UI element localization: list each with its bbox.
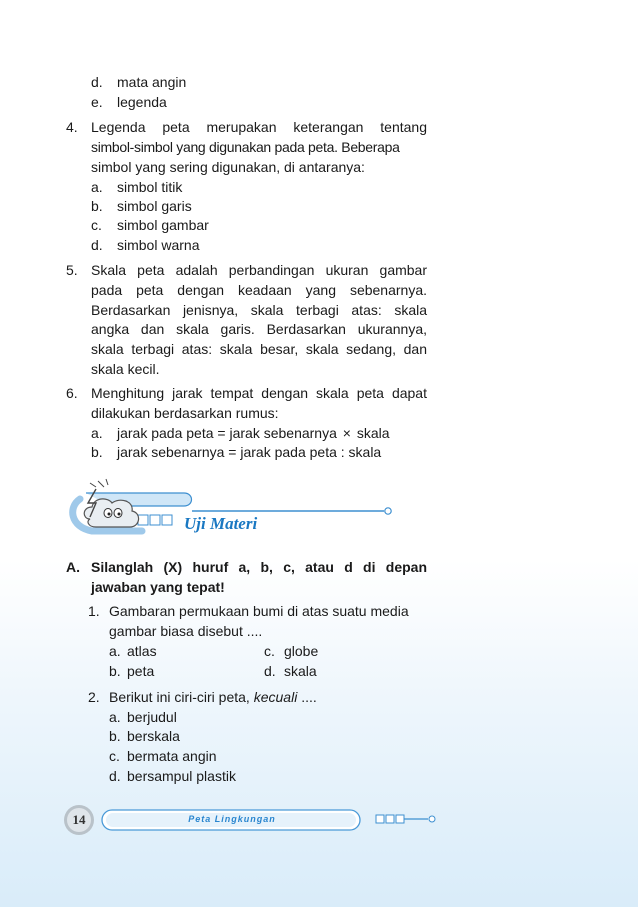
question-text: gambar biasa disebut ....: [109, 623, 263, 639]
item-line: simbol yang sering digunakan, di antaranya:: [91, 159, 365, 175]
question-number: 1.: [88, 603, 100, 619]
running-title: Peta Lingkungan: [188, 814, 276, 824]
section-banner: [66, 475, 406, 545]
option-label: b.: [109, 663, 121, 679]
sub-text: simbol gambar: [117, 217, 209, 233]
option-text: bermata angin: [127, 748, 217, 764]
sub-text: simbol garis: [117, 198, 192, 214]
section-label: A.: [66, 559, 80, 575]
option-text: berjudul: [127, 709, 177, 725]
item-line: Skala peta adalah perbandingan ukuran gambar: [91, 262, 427, 278]
question-text-part: Berikut ini ciri-ciri peta,: [109, 689, 250, 705]
sub-text: simbol warna: [117, 237, 200, 253]
list-text: legenda: [117, 94, 167, 110]
question-text: Gambaran permukaan bumi di atas suatu media: [109, 603, 409, 619]
option-label: a.: [109, 709, 121, 725]
option-text: globe: [284, 643, 319, 659]
sub-label: b.: [91, 444, 103, 460]
formula-line: [117, 424, 390, 443]
formula-text: skala: [356, 425, 390, 441]
sub-label: c.: [91, 217, 102, 233]
item-line: Menghitung jarak tempat dengan skala peta dapat: [91, 385, 427, 401]
item-line: skala terbagi atas: skala besar, skala sedang, dan: [91, 341, 427, 357]
option-text: skala: [284, 663, 317, 679]
item-line: pada peta dengan keadaan yang sebenarnya.: [91, 282, 427, 298]
sub-text: simbol titik: [117, 179, 183, 195]
option-text: peta: [127, 663, 155, 679]
option-text: bersampul plastik: [127, 768, 236, 784]
item-number: 5.: [66, 262, 78, 278]
option-label: a.: [109, 643, 121, 659]
section-instruction: jawaban yang tepat!: [91, 579, 225, 595]
sub-label: d.: [91, 237, 103, 253]
item-number: 4.: [66, 119, 78, 135]
option-label: c.: [264, 643, 275, 659]
option-label: c.: [109, 748, 120, 764]
multiply-sign: ×: [342, 425, 351, 441]
option-label: b.: [109, 728, 121, 744]
list-text: mata angin: [117, 74, 187, 90]
list-label: e.: [91, 94, 103, 110]
option-text: berskala: [127, 728, 180, 744]
item-line: Legenda peta merupakan keterangan tentang: [91, 119, 427, 135]
cloud-mascot-icon: [84, 479, 138, 527]
option-label: d.: [264, 663, 276, 679]
sub-label: a.: [91, 179, 103, 195]
item-line: dilakukan berdasarkan rumus:: [91, 405, 279, 421]
question-text: [109, 688, 317, 707]
option-text: atlas: [127, 643, 157, 659]
question-text-part: ....: [301, 689, 317, 705]
item-line: Berdasarkan jenisnya, skala terbagi atas: skala: [91, 302, 427, 318]
question-number: 2.: [88, 689, 100, 705]
section-instruction: Silanglah (X) huruf a, b, c, atau d di depan: [91, 559, 427, 575]
formula-text: jarak pada peta = jarak sebenarnya: [117, 425, 337, 441]
sub-label: b.: [91, 198, 103, 214]
page-number: 14: [72, 812, 86, 827]
formula-line: jarak sebenarnya = jarak pada peta : skala: [117, 444, 382, 460]
option-label: d.: [109, 768, 121, 784]
item-line: skala kecil.: [91, 361, 160, 377]
item-line: simbol-simbol yang digunakan pada peta. Beberapa: [91, 139, 400, 155]
question-emphasis: kecuali: [253, 689, 298, 705]
item-number: 6.: [66, 385, 78, 401]
list-label: d.: [91, 74, 103, 90]
section-title: Uji Materi: [184, 514, 258, 533]
sub-label: a.: [91, 425, 103, 441]
item-line: angka dan skala garis. Berdasarkan ukurannya,: [91, 321, 427, 337]
